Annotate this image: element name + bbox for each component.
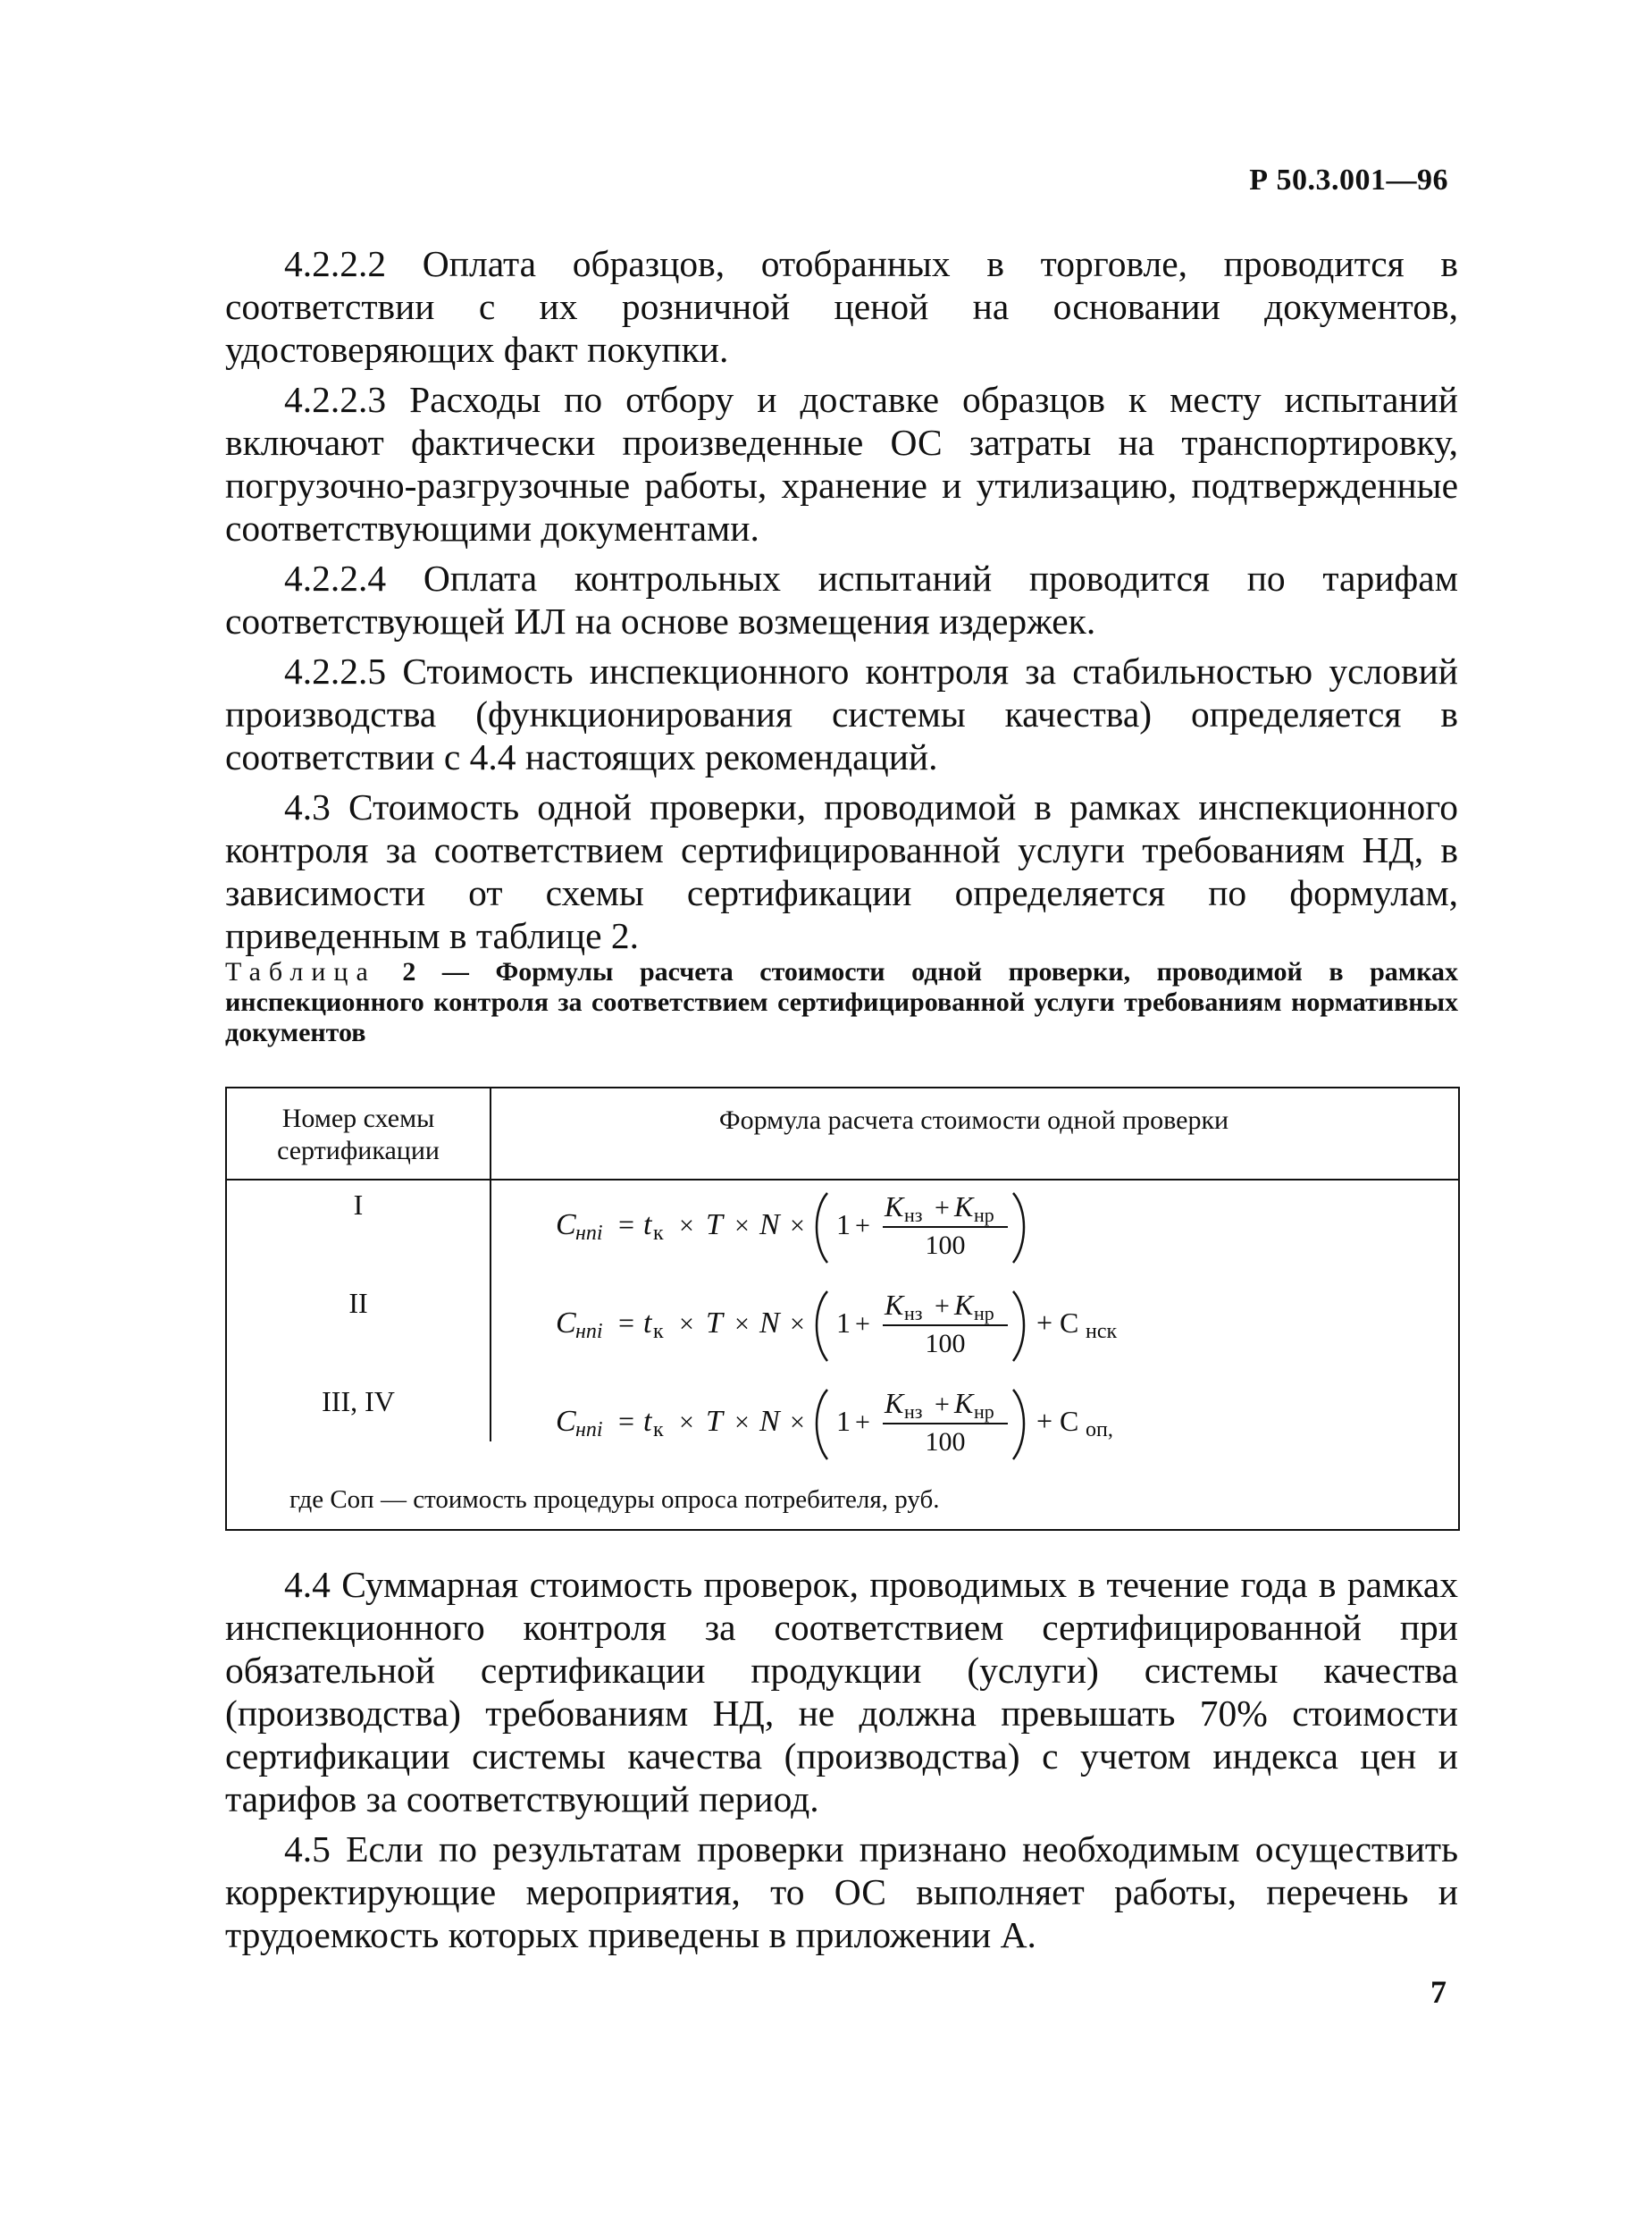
header-formula: Формула расчета стоимости одной проверки [718, 1105, 1229, 1135]
formula-symbol: 100 [925, 1329, 966, 1358]
paragraph-4-5: 4.5 Если по результатам проверки признано необходимым осуществить корректирующие мероприятия, то ОС выполняет работы, перечень и трудоемкость которых приведены в приложении А. [225, 1828, 1458, 1955]
formula-extra-subscript: оп, [1086, 1418, 1113, 1441]
formula-symbol: K [954, 1387, 974, 1419]
formula-symbol: нр [974, 1400, 994, 1423]
formula-symbol: K [885, 1289, 904, 1321]
formula-symbol: × [790, 1407, 805, 1437]
formula-symbol: к [653, 1222, 664, 1245]
formula-row-3 [556, 1379, 1360, 1468]
formula-symbol: 100 [925, 1427, 966, 1457]
paragraph-4-2-2-4: 4.2.2.4 Оплата контрольных испытаний проводится по тарифам соответствующей ИЛ на основе возмещения издержек. [225, 558, 1458, 642]
formula-svg [556, 1281, 1360, 1370]
formula-symbol: × [679, 1407, 694, 1437]
formula-symbol: нз [904, 1302, 923, 1324]
formula-symbol: N [759, 1307, 780, 1340]
formula-extra-subscript: нск [1086, 1320, 1118, 1343]
formula-extra-term: + C [1036, 1405, 1079, 1437]
right-paren [1013, 1193, 1024, 1263]
formula-symbol: к [653, 1418, 664, 1441]
formula-symbol: K [954, 1289, 974, 1321]
formula-symbol: × [734, 1407, 750, 1437]
formula-symbol: × [734, 1309, 750, 1339]
table-caption-label: Таблица [225, 957, 376, 987]
table-caption-number: 2 — [402, 957, 469, 987]
formula-symbol: к [653, 1320, 664, 1343]
scheme-cell: I [353, 1189, 364, 1221]
formula-row-2 [556, 1281, 1360, 1370]
formula-symbol: t [643, 1307, 652, 1340]
body-text-top [225, 242, 1458, 964]
formula-row-1 [556, 1182, 1360, 1272]
right-paren [1013, 1390, 1024, 1459]
formula-symbol: = [618, 1208, 635, 1240]
formula-symbol: N [759, 1405, 780, 1438]
formula-symbol: нз [904, 1400, 923, 1423]
formula-symbol: нпi [575, 1320, 603, 1343]
formula-symbol: K [885, 1387, 904, 1419]
formula-symbol: × [790, 1309, 805, 1339]
formula-symbol: нр [974, 1302, 994, 1324]
formula-symbol: K [954, 1190, 974, 1223]
table-note: где Cоп — стоимость процедуры опроса потребителя, руб. [289, 1485, 940, 1514]
left-paren [817, 1390, 827, 1459]
formula-symbol: + [935, 1291, 950, 1321]
formula-symbol: C [556, 1307, 576, 1340]
scheme-cell: III, IV [322, 1385, 395, 1417]
formula-symbol: × [679, 1211, 694, 1240]
formula-symbol: = [618, 1405, 635, 1437]
formula-svg [556, 1182, 1360, 1272]
formula-table [225, 1087, 1460, 1531]
formula-svg [556, 1379, 1360, 1468]
left-paren [817, 1193, 827, 1263]
formula-symbol: нр [974, 1204, 994, 1226]
formula-symbol: N [759, 1208, 780, 1241]
paragraph-4-3: 4.3 Стоимость одной проверки, проводимой в рамках инспекционного контроля за соответствием сертифицированной услуги требованиям НД, в зависимости от схемы сертификации определяется по формулам, приведенным в таблице 2. [225, 786, 1458, 956]
paragraph-4-2-2-5: 4.2.2.5 Стоимость инспекционного контроля за стабильностью условий производства (функционирования системы качества) определяется в соответствии с 4.4 настоящих рекомендаций. [225, 651, 1458, 777]
formula-symbol: нз [904, 1204, 923, 1226]
formula-symbol: 1 [836, 1307, 851, 1339]
formula-symbol: 1 [836, 1405, 851, 1437]
formula-symbol: T [706, 1208, 723, 1241]
formula-symbol: × [790, 1211, 805, 1240]
formula-symbol: = [618, 1307, 635, 1339]
formula-symbol: × [734, 1211, 750, 1240]
formula-symbol: T [706, 1307, 723, 1340]
paragraph-4-4: 4.4 Суммарная стоимость проверок, проводимых в течение года в рамках инспекционного контроля за соответствием сертифицированной при обязательной сертификации продукции (услуги) системы качества (производства) требованиям НД, не должна превышать 70% стоимости сертификации системы качества (производства) с учетом индекса цен и тарифов за соответствующий период. [225, 1564, 1458, 1819]
formula-symbol: нпi [575, 1418, 603, 1441]
paragraph-4-2-2-3: 4.2.2.3 Расходы по отбору и доставке образцов к месту испытаний включают фактически произведенные ОС затраты на транспортировку, погрузочно-разгрузочные работы, хранение и утилизацию, подтвержденные соответствующими документами. [225, 379, 1458, 549]
page-number: 7 [1430, 1974, 1447, 2010]
document-code: Р 50.3.001—96 [1249, 164, 1448, 197]
formula-symbol: 100 [925, 1231, 966, 1260]
header-scheme-number: Номер схемы сертификации [277, 1104, 440, 1165]
formula-symbol: + [935, 1390, 950, 1419]
column-divider [490, 1088, 491, 1441]
header-divider [227, 1179, 1458, 1181]
formula-symbol: + [935, 1193, 950, 1223]
body-text-bottom [225, 1563, 1458, 1963]
formula-symbol: C [556, 1208, 576, 1241]
formula-symbol: t [643, 1405, 652, 1438]
formula-extra-term: + C [1036, 1307, 1079, 1339]
formula-symbol: C [556, 1405, 576, 1438]
formula-symbol: T [706, 1405, 723, 1438]
formula-symbol: + [855, 1407, 870, 1437]
left-paren [817, 1291, 827, 1361]
table-caption-title: Формулы расчета стоимости одной проверки, проводимой в рамках инспекционного контроля за соответствием сертифицированной услуги требованиям нормативных документов [225, 957, 1459, 1047]
formula-symbol: + [855, 1309, 870, 1339]
formula-symbol: + [855, 1211, 870, 1240]
formula-symbol: t [643, 1208, 652, 1241]
right-paren [1013, 1291, 1024, 1361]
scheme-cell: II [348, 1287, 368, 1319]
paragraph-4-2-2-2: 4.2.2.2 Оплата образцов, отобранных в торговле, проводится в соответствии с их розничной ценой на основании документов, удостоверяющих факт покупки. [225, 243, 1458, 370]
formula-symbol: 1 [836, 1208, 851, 1240]
formula-symbol: нпi [575, 1222, 603, 1245]
formula-symbol: K [885, 1190, 904, 1223]
table-caption [225, 957, 1458, 1048]
formula-symbol: × [679, 1309, 694, 1339]
